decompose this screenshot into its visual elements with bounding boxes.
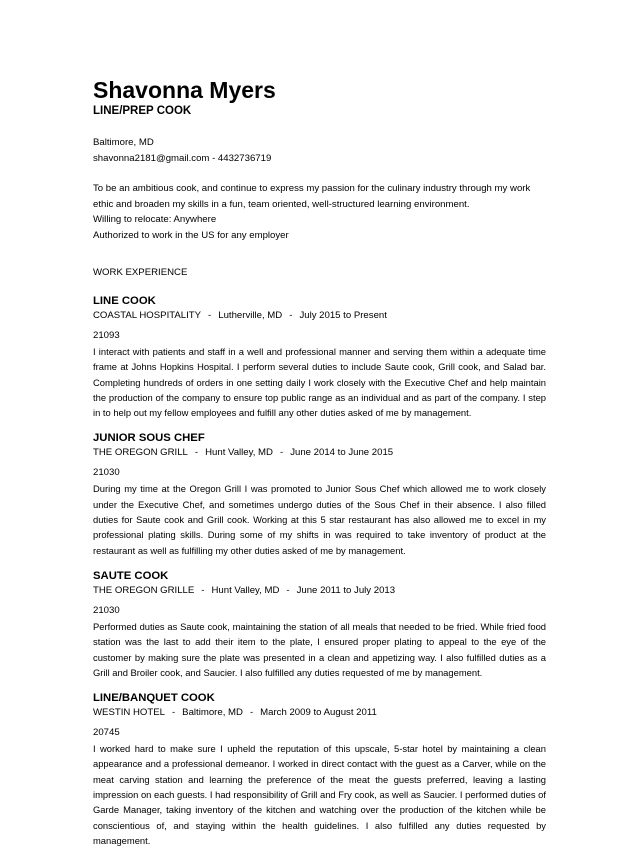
job-separator: - — [286, 584, 290, 596]
contact-block — [93, 135, 546, 166]
job-zip: 21030 — [93, 604, 120, 616]
work-authorization-text: Authorized to work in the US for any employer — [93, 229, 289, 241]
job-location: Hunt Valley, MD — [205, 447, 273, 459]
candidate-name: Shavonna Myers — [93, 77, 276, 103]
candidate-contact: shavonna2181@gmail.com - 4432736719 — [93, 152, 272, 164]
job-separator: - — [279, 447, 284, 459]
job-dates: July 2015 to Present — [299, 310, 387, 321]
job-location: Hunt Valley, MD — [211, 584, 280, 596]
job-title: LINE/BANQUET COOK — [93, 692, 215, 705]
job-location: Lutherville, MD — [218, 310, 283, 321]
job-zip: 21093 — [93, 330, 120, 341]
candidate-location: Baltimore, MD — [93, 137, 154, 148]
job-company: WESTIN HOTEL — [93, 707, 165, 719]
job-meta — [93, 446, 546, 460]
summary-block — [93, 181, 546, 243]
job-description: Performed duties as Saute cook, maintaining the station of all meals that needed to be fried. While fried food station was the last to add their item to the plate, I ensured proper plating to appeal to the eye of the customer by making sure the plate was presented in a clean and appetizing way. I also fulfilled duties as a Grill and Broiler cook, and Saucier. I also fulfilled any duties requested of me by management. — [93, 620, 546, 678]
candidate-headline: LINE/PREP COOK — [93, 105, 192, 117]
job-company: THE OREGON GRILLE — [93, 584, 195, 596]
job-description: I worked hard to make sure I upheld the reputation of this upscale, 5-star hotel by maintaining a clean appearance and a professional demeanor. I worked in direct contact with the guest as a Carver, while on the meat carving station and learning the preference of the meat the guests preferred, leaving a lasting impression on each guests. I had responsibility of Grill and Fry cook, as well as Saucier. I performed duties of Garde Manager, taking inventory of the kitchen and watching over the production of the kitchen while be conscientious of, and staying within the health guidelines. I also fulfilled any duties requested by management. — [93, 743, 546, 846]
job-dates: June 2011 to July 2013 — [296, 584, 396, 596]
job-description: I interact with patients and staff in a well and professional manner and serving them within a adequate time frame at Johns Hopkins Hospital. I perform several duties to include Saute cook, Grill cook, and Salad bar. Completing hundreds of orders in one setting daily I work closely with the Executive Chef and help maintain the production of the company to ensure top public range as an individual and as part of the company. I step in to help out my fellow employees and fulfill any other duties asked of me by management. — [93, 346, 546, 419]
job-entry — [93, 691, 546, 848]
job-meta — [93, 584, 546, 598]
job-description: During my time at the Oregon Grill I was promoted to Junior Sous Chef which allowed me to work closely under the Executive Chef, and sometimes undergo duties of the Sous Chef in their absence. I also filled duties for Saute cook and Grill cook. Working at this 5 star restaurant has also allowed me to excel in my professional plating skills. During some of my shifts in was required to take inventory of product at the restaurant as well as fulfilling my other duties asked of me by management. — [93, 483, 546, 556]
job-title: JUNIOR SOUS CHEF — [93, 432, 205, 445]
work-experience-heading: WORK EXPERIENCE — [93, 267, 188, 278]
job-location: Baltimore, MD — [182, 707, 243, 719]
objective-text: To be an ambitious cook, and continue to express my passion for the culinary industry through my work ethic and broaden my skills in a fun, team oriented, well-structured learning environment. — [93, 183, 531, 210]
job-entry — [93, 294, 546, 420]
job-title: SAUTE COOK — [93, 569, 169, 582]
job-zip: 20745 — [93, 727, 120, 739]
job-zip: 21030 — [93, 467, 120, 479]
job-separator: - — [201, 584, 205, 596]
job-entry — [93, 431, 546, 557]
job-separator: - — [171, 707, 176, 719]
relocation-text: Willing to relocate: Anywhere — [93, 214, 217, 225]
job-separator: - — [194, 447, 199, 459]
job-separator: - — [208, 310, 212, 321]
job-separator: - — [289, 310, 293, 321]
job-dates: March 2009 to August 2011 — [260, 707, 377, 719]
job-dates: June 2014 to June 2015 — [290, 447, 394, 459]
job-company: COASTAL HOSPITALITY — [93, 310, 202, 321]
job-list — [93, 294, 546, 848]
job-meta — [93, 706, 546, 720]
job-entry — [93, 569, 546, 680]
job-title: LINE COOK — [93, 295, 156, 307]
job-meta — [93, 309, 546, 323]
job-company: THE OREGON GRILL — [93, 447, 188, 459]
job-separator: - — [249, 707, 254, 719]
